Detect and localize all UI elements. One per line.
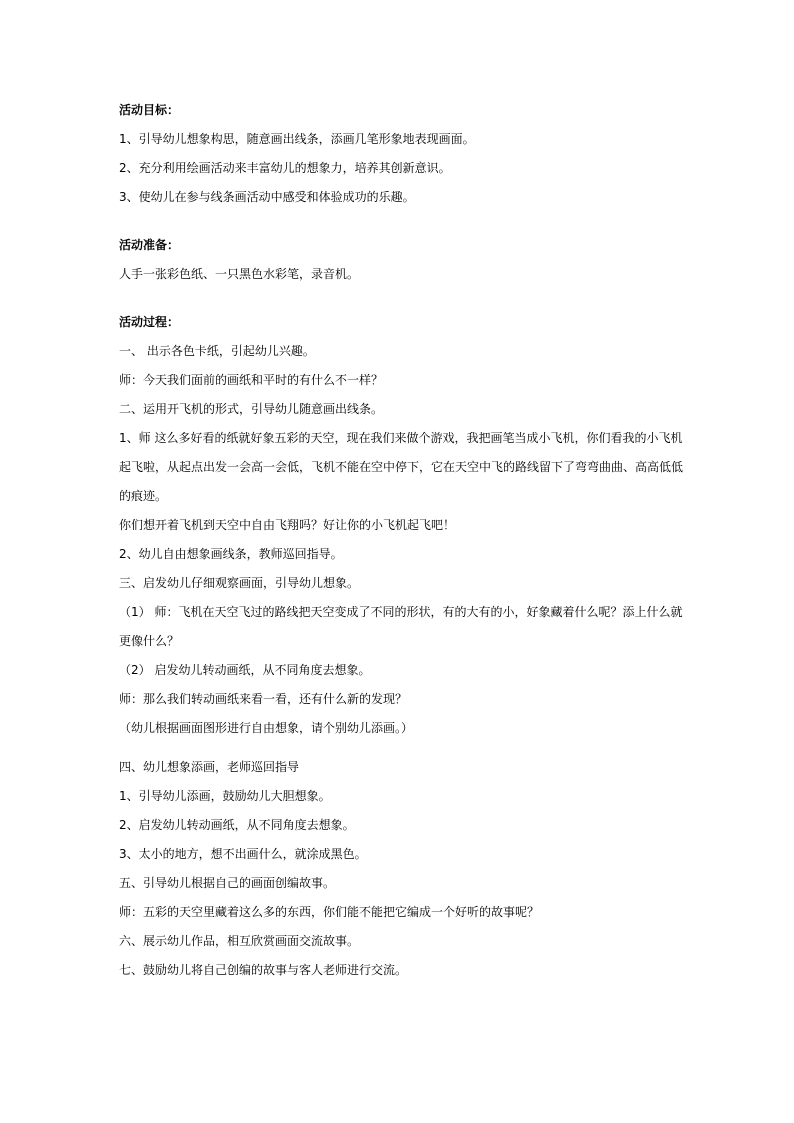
- process-step: 二、运用开飞机的形式，引导幼儿随意画出线条。: [119, 402, 384, 416]
- process-step: 五、引导幼儿根据自己的画面创编故事。: [119, 876, 336, 890]
- process-heading: 活动过程：: [119, 315, 180, 329]
- goals-heading: 活动目标：: [119, 103, 180, 117]
- process-step: 2、启发幼儿转动画纸，从不同角度去想象。: [119, 818, 355, 832]
- process-step: 2、幼儿自由想象画线条，教师巡回指导。: [119, 547, 343, 561]
- process-step: 1、引导幼儿添画，鼓励幼儿大胆想象。: [119, 789, 331, 803]
- process-step: 师：那么我们转动画纸来看一看，还有什么新的发现？: [119, 692, 408, 706]
- process-step: （1） 师：飞机在天空飞过的路线把天空变成了不同的形状，有的大有的小，好象藏着什么呢？添上什么就更像什么？: [119, 605, 683, 648]
- section-spacer: [119, 212, 689, 231]
- process-step: 1、师 这么多好看的纸就好象五彩的天空，现在我们来做个游戏，我把画笔当成小飞机，你们看我的小飞机起飞啦，从起点出发一会高一会低，飞机不能在空中停下，它在天空中飞的路线留下了弯弯曲曲、高高低低的痕迹。: [119, 431, 684, 503]
- process-step: 你们想开着飞机到天空中自由飞翔吗？好让你的小飞机起飞吧！: [119, 518, 456, 532]
- process-step: （2） 启发幼儿转动画纸，从不同角度去想象。: [119, 663, 371, 677]
- section-spacer: [119, 743, 689, 753]
- process-step: 六、展示幼儿作品，相互欣赏画面交流故事。: [119, 934, 360, 948]
- preparation-heading: 活动准备：: [119, 238, 180, 252]
- process-step: 师：今天我们面前的画纸和平时的有什么不一样？: [119, 373, 384, 387]
- process-step: 3、太小的地方，想不出画什么，就涂成黑色。: [119, 847, 367, 861]
- process-step: 三、启发幼儿仔细观察画面，引导幼儿想象。: [119, 576, 360, 590]
- process-step: （幼儿根据画面图形进行自由想象，请个别幼儿添画。）: [119, 721, 414, 735]
- process-step: 师：五彩的天空里藏着这么多的东西，你们能不能把它编成一个好听的故事呢？: [119, 905, 540, 919]
- process-step: 四、幼儿想象添画，老师巡回指导: [119, 760, 300, 774]
- process-step: 一、 出示各色卡纸，引起幼儿兴趣。: [119, 344, 315, 358]
- preparation-text: 人手一张彩色纸、一只黑色水彩笔，录音机。: [119, 267, 360, 281]
- goal-item: 3、使幼儿在参与线条画活动中感受和体验成功的乐趣。: [119, 190, 415, 204]
- section-spacer: [119, 289, 689, 308]
- goal-item: 1、引导幼儿想象构思，随意画出线条，添画几笔形象地表现画面。: [119, 132, 475, 146]
- goal-item: 2、充分利用绘画活动来丰富幼儿的想象力，培养其创新意识。: [119, 161, 451, 175]
- document-body: [119, 96, 689, 985]
- process-step: 七、鼓励幼儿将自己创编的故事与客人老师进行交流。: [119, 963, 408, 977]
